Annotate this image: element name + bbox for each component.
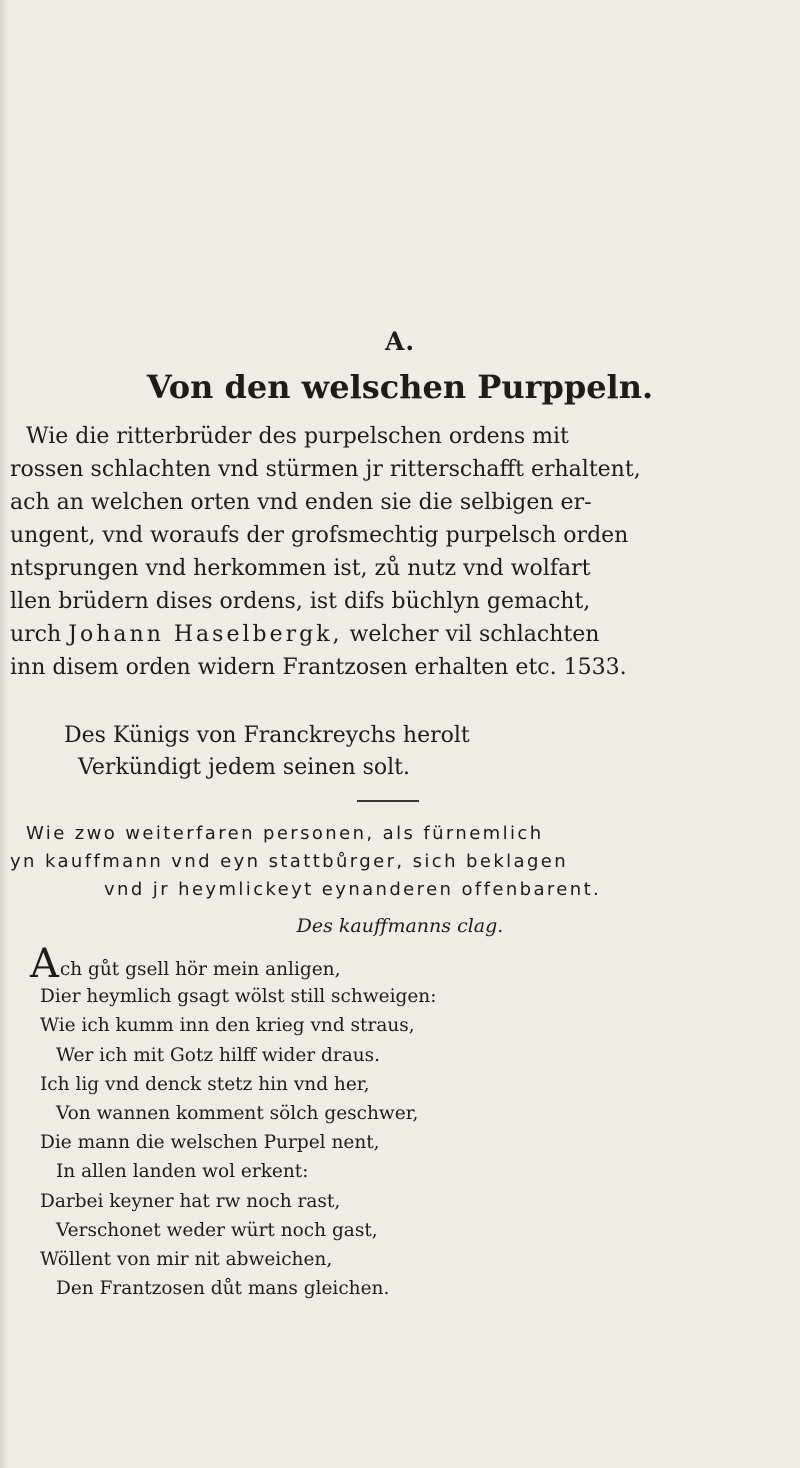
poem-line: Die mann die welschen Purpel nent, (40, 1132, 380, 1154)
subtitle-line: yn kauffmann vnd eyn stattbůrger, sich beklagen (10, 851, 569, 872)
intro-text: welcher vil schlachten (349, 622, 600, 647)
dialogue-subtitle (10, 820, 770, 904)
poem-line: Den Frantzosen důt mans gleichen. (56, 1278, 390, 1300)
intro-line: llen brüdern dises ordens, ist difs büchlyn gemacht, (10, 589, 591, 614)
poem-line: Dier heymlich gsagt wölst still schweigen: (40, 986, 437, 1008)
poem-line-text: ch gůt gsell hör mein anligen, (59, 959, 341, 980)
poem-line: Wie ich kumm inn den krieg vnd straus, (40, 1015, 415, 1037)
poem-line (30, 941, 730, 987)
intro-text: urch (10, 622, 62, 647)
poem-line: Darbei keyner hat rw noch rast, (40, 1190, 341, 1212)
intro-line (10, 618, 770, 651)
page-binding-edge (0, 0, 9, 1468)
intro-line: ach an welchen orten vnd enden sie die selbigen er- (10, 490, 592, 515)
subtitle-line: Wie zwo weiterfaren personen, als fürnemlich (26, 823, 544, 844)
page-heading: Von den welschen Purppeln. (146, 368, 654, 406)
poem-line: Wöllent von mir nit abweichen, (40, 1248, 333, 1270)
intro-line: ungent, vnd woraufs der grofsmechtig purpelsch orden (10, 523, 629, 548)
poem-line: Von wannen komment sölch geschwer, (56, 1102, 419, 1124)
poem (30, 941, 730, 1303)
intro-line: ntsprungen vnd herkommen ist, zů nutz vnd wolfart (10, 556, 591, 581)
verse-line: Verkündigt jedem seinen solt. (78, 755, 411, 780)
intro-line: inn disem orden widern Frantzosen erhalten etc. 1533. (10, 655, 627, 680)
herald-verse (64, 720, 744, 784)
section-letter: A. (384, 327, 416, 356)
intro-line: Wie die ritterbrüder des purpelschen ordens mit (26, 424, 569, 449)
verse-line: Des Künigs von Franckreychs herolt (64, 723, 470, 748)
section-divider (357, 800, 419, 802)
poem-line: In allen landen wol erkent: (56, 1161, 309, 1183)
intro-paragraph (10, 420, 770, 684)
subtitle-line: vnd jr heymlickeyt eynanderen offenbarent. (104, 879, 602, 900)
author-name: Johann Haselbergk, (68, 622, 343, 647)
poem-line: Verschonet weder würt noch gast, (56, 1219, 378, 1241)
drop-initial: A (30, 941, 59, 987)
intro-line: rossen schlachten vnd stürmen jr ritterschafft erhaltent, (10, 457, 641, 482)
poem-line: Wer ich mit Gotz hilff wider draus. (56, 1044, 381, 1066)
poem-line: Ich lig vnd denck stetz hin vnd her, (40, 1073, 370, 1095)
speaker-heading: Des kauffmanns clag. (296, 915, 504, 937)
